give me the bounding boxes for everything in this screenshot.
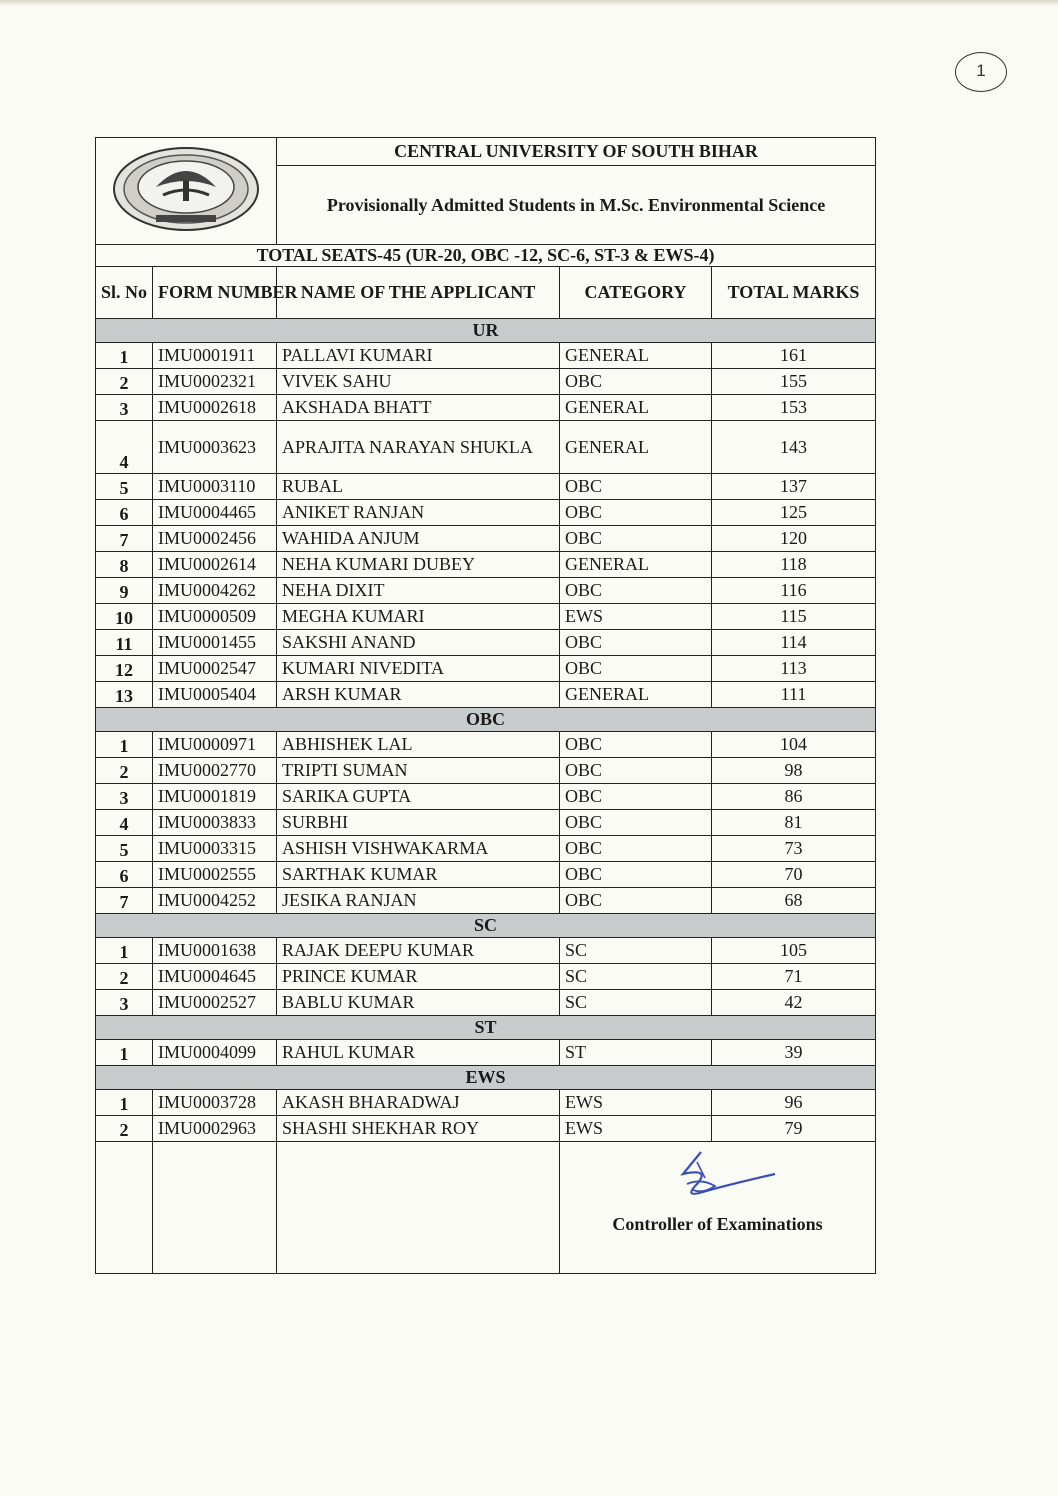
table-row [96,784,876,810]
cell-sl: 1 [96,1040,153,1066]
cell-applicant-name: RAJAK DEEPU KUMAR [277,938,560,964]
cell-total-marks: 86 [712,784,876,810]
cell-applicant-name: ARSH KUMAR [277,682,560,708]
cell-applicant-name: SHASHI SHEKHAR ROY [277,1116,560,1142]
cell-sl: 13 [96,682,153,708]
table-row [96,682,876,708]
cell-sl: 3 [96,784,153,810]
table-row [96,604,876,630]
cell-form-number: IMU0002456 [153,526,277,552]
cell-category: GENERAL [560,682,712,708]
col-header-name: NAME OF THE APPLICANT [277,267,560,319]
cell-category: SC [560,990,712,1016]
section-header-row [96,708,876,732]
table-row [96,836,876,862]
cell-applicant-name: BABLU KUMAR [277,990,560,1016]
cell-category: OBC [560,784,712,810]
cell-form-number: IMU0001638 [153,938,277,964]
cell-form-number: IMU0000509 [153,604,277,630]
cell-total-marks: 120 [712,526,876,552]
cell-category: OBC [560,369,712,395]
cell-applicant-name: NEHA KUMARI DUBEY [277,552,560,578]
cell-category: OBC [560,578,712,604]
cell-category: OBC [560,630,712,656]
cell-total-marks: 98 [712,758,876,784]
cell-sl: 8 [96,552,153,578]
table-row [96,990,876,1016]
cell-form-number: IMU0002555 [153,862,277,888]
cell-sl: 9 [96,578,153,604]
cell-total-marks: 79 [712,1116,876,1142]
cell-form-number: IMU0004262 [153,578,277,604]
cell-total-marks: 96 [712,1090,876,1116]
table-row [96,630,876,656]
cell-applicant-name: MEGHA KUMARI [277,604,560,630]
cell-sl: 7 [96,888,153,914]
table-row [96,862,876,888]
table-row [96,395,876,421]
table-row [96,500,876,526]
cell-sl: 6 [96,500,153,526]
cell-category: OBC [560,836,712,862]
university-logo-cell [96,138,277,245]
cell-applicant-name: ABHISHEK LAL [277,732,560,758]
section-title: UR [96,319,876,343]
cell-total-marks: 111 [712,682,876,708]
table-row [96,526,876,552]
cell-category: GENERAL [560,395,712,421]
empty-footer-cell [277,1142,560,1274]
cell-category: GENERAL [560,343,712,369]
cell-category: ST [560,1040,712,1066]
cell-category: OBC [560,888,712,914]
col-header-marks: TOTAL MARKS [712,267,876,319]
table-row [96,810,876,836]
cell-applicant-name: VIVEK SAHU [277,369,560,395]
cell-category: OBC [560,862,712,888]
cell-total-marks: 115 [712,604,876,630]
cell-category: SC [560,964,712,990]
table-row [96,343,876,369]
table-row [96,369,876,395]
cell-applicant-name: AKSHADA BHATT [277,395,560,421]
handwritten-signature-icon [653,1148,783,1210]
cell-total-marks: 42 [712,990,876,1016]
cell-total-marks: 71 [712,964,876,990]
signatory-title: Controller of Examinations [612,1214,823,1234]
total-seats-line: TOTAL SEATS-45 (UR-20, OBC -12, SC-6, ST-3 & EWS-4) [96,245,876,267]
table-row [96,1040,876,1066]
cell-sl: 1 [96,938,153,964]
cell-total-marks: 125 [712,500,876,526]
table-row [96,1090,876,1116]
cell-form-number: IMU0003833 [153,810,277,836]
column-header-row [96,267,876,319]
cell-category: OBC [560,758,712,784]
cell-total-marks: 81 [712,810,876,836]
cell-applicant-name: ASHISH VISHWAKARMA [277,836,560,862]
cell-form-number: IMU0002614 [153,552,277,578]
cell-total-marks: 161 [712,343,876,369]
col-header-sl: Sl. No [96,267,153,319]
cell-applicant-name: SARTHAK KUMAR [277,862,560,888]
cell-form-number: IMU0004252 [153,888,277,914]
table-row [96,964,876,990]
cell-category: SC [560,938,712,964]
cell-form-number: IMU0001455 [153,630,277,656]
cell-sl: 1 [96,732,153,758]
cell-sl: 5 [96,474,153,500]
cell-applicant-name: PRINCE KUMAR [277,964,560,990]
cell-category: EWS [560,1116,712,1142]
cell-form-number: IMU0003623 [153,421,277,474]
section-title: EWS [96,1066,876,1090]
cell-applicant-name: JESIKA RANJAN [277,888,560,914]
cell-form-number: IMU0002963 [153,1116,277,1142]
document-subtitle: Provisionally Admitted Students in M.Sc. Environmental Science [277,166,876,245]
cell-sl: 1 [96,343,153,369]
cell-form-number: IMU0003728 [153,1090,277,1116]
cell-total-marks: 155 [712,369,876,395]
cell-sl: 11 [96,630,153,656]
cell-form-number: IMU0002618 [153,395,277,421]
cell-applicant-name: WAHIDA ANJUM [277,526,560,552]
university-seal-logo-icon [111,145,261,233]
cell-form-number: IMU0003110 [153,474,277,500]
cell-sl: 2 [96,1116,153,1142]
empty-footer-cell [153,1142,277,1274]
section-header-row [96,1016,876,1040]
cell-applicant-name: RAHUL KUMAR [277,1040,560,1066]
admission-list-table [95,137,876,1274]
cell-category: OBC [560,526,712,552]
cell-category: OBC [560,656,712,682]
cell-form-number: IMU0003315 [153,836,277,862]
table-row [96,578,876,604]
cell-form-number: IMU0001819 [153,784,277,810]
cell-sl: 4 [96,421,153,474]
cell-category: EWS [560,604,712,630]
table-row [96,552,876,578]
table-row [96,758,876,784]
table-row [96,656,876,682]
cell-sl: 10 [96,604,153,630]
section-title: ST [96,1016,876,1040]
cell-form-number: IMU0002770 [153,758,277,784]
cell-total-marks: 114 [712,630,876,656]
cell-applicant-name: APRAJITA NARAYAN SHUKLA [277,421,560,474]
cell-total-marks: 39 [712,1040,876,1066]
cell-applicant-name: RUBAL [277,474,560,500]
cell-total-marks: 116 [712,578,876,604]
cell-applicant-name: ANIKET RANJAN [277,500,560,526]
cell-total-marks: 73 [712,836,876,862]
cell-category: GENERAL [560,421,712,474]
col-header-category: CATEGORY [560,267,712,319]
cell-form-number: IMU0005404 [153,682,277,708]
section-header-row [96,1066,876,1090]
cell-sl: 2 [96,964,153,990]
cell-form-number: IMU0002321 [153,369,277,395]
cell-total-marks: 68 [712,888,876,914]
cell-sl: 6 [96,862,153,888]
cell-form-number: IMU0002527 [153,990,277,1016]
empty-footer-cell [96,1142,153,1274]
cell-applicant-name: SARIKA GUPTA [277,784,560,810]
cell-sl: 4 [96,810,153,836]
section-header-row [96,914,876,938]
cell-total-marks: 105 [712,938,876,964]
page-number-mark: 1 [955,52,1007,92]
cell-form-number: IMU0000971 [153,732,277,758]
cell-sl: 2 [96,369,153,395]
cell-total-marks: 70 [712,862,876,888]
table-row [96,888,876,914]
scan-edge [0,0,1058,6]
cell-form-number: IMU0004099 [153,1040,277,1066]
signature-cell [560,1142,876,1274]
cell-category: OBC [560,732,712,758]
signature-row [96,1142,876,1274]
section-title: SC [96,914,876,938]
cell-form-number: IMU0004465 [153,500,277,526]
cell-category: EWS [560,1090,712,1116]
cell-form-number: IMU0001911 [153,343,277,369]
cell-category: OBC [560,500,712,526]
cell-sl: 3 [96,990,153,1016]
cell-total-marks: 153 [712,395,876,421]
cell-applicant-name: SAKSHI ANAND [277,630,560,656]
section-header-row [96,319,876,343]
cell-applicant-name: TRIPTI SUMAN [277,758,560,784]
cell-sl: 2 [96,758,153,784]
cell-category: OBC [560,810,712,836]
cell-form-number: IMU0002547 [153,656,277,682]
cell-total-marks: 143 [712,421,876,474]
cell-category: GENERAL [560,552,712,578]
cell-applicant-name: KUMARI NIVEDITA [277,656,560,682]
cell-applicant-name: SURBHI [277,810,560,836]
cell-sl: 5 [96,836,153,862]
cell-total-marks: 104 [712,732,876,758]
cell-applicant-name: PALLAVI KUMARI [277,343,560,369]
cell-sl: 1 [96,1090,153,1116]
institution-name: CENTRAL UNIVERSITY OF SOUTH BIHAR [277,138,876,166]
cell-applicant-name: NEHA DIXIT [277,578,560,604]
section-title: OBC [96,708,876,732]
cell-category: OBC [560,474,712,500]
cell-total-marks: 118 [712,552,876,578]
table-row [96,474,876,500]
cell-applicant-name: AKASH BHARADWAJ [277,1090,560,1116]
cell-sl: 3 [96,395,153,421]
cell-sl: 7 [96,526,153,552]
cell-total-marks: 113 [712,656,876,682]
cell-total-marks: 137 [712,474,876,500]
cell-sl: 12 [96,656,153,682]
table-row [96,938,876,964]
cell-form-number: IMU0004645 [153,964,277,990]
col-header-form: FORM NUMBER [153,267,277,319]
table-row [96,1116,876,1142]
table-row [96,421,876,474]
table-row [96,732,876,758]
